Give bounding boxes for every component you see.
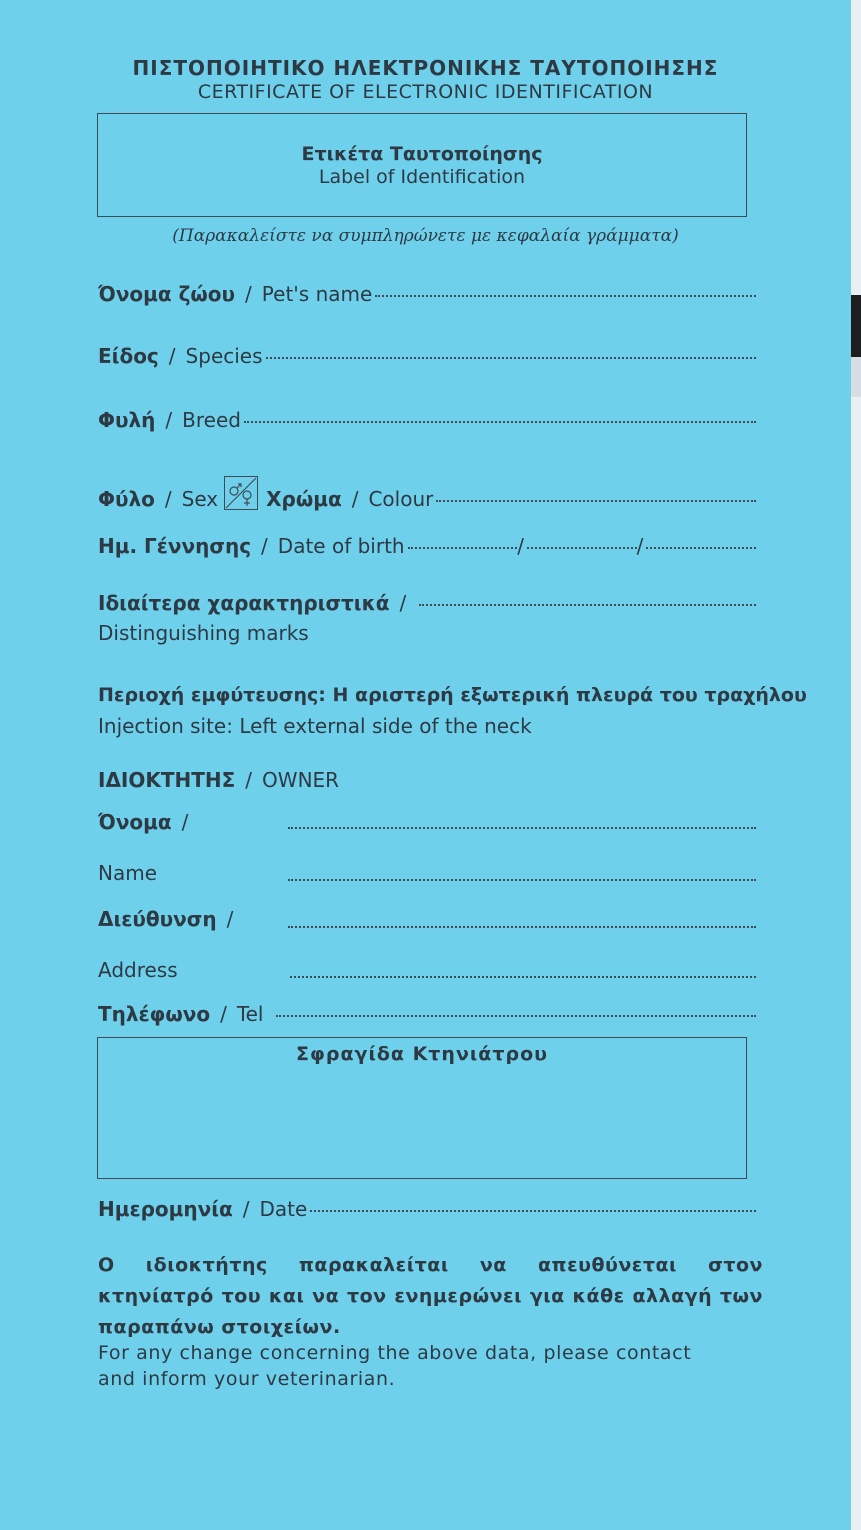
dob-separator: / bbox=[517, 534, 524, 558]
dob-year-field[interactable] bbox=[646, 546, 756, 549]
sex-label-greek: Φύλο bbox=[98, 487, 155, 511]
species-field[interactable] bbox=[266, 356, 756, 359]
pet-name-label-greek: Όνομα ζώου bbox=[98, 282, 236, 306]
slash-separator: / bbox=[220, 1002, 227, 1026]
owner-heading-english: OWNER bbox=[262, 768, 340, 792]
species-label-greek: Είδος bbox=[98, 344, 159, 368]
veterinarian-stamp-title: Σφραγίδα Κτηνιάτρου bbox=[296, 1043, 548, 1065]
sex-checkbox[interactable] bbox=[224, 476, 258, 510]
owner-name-field-2[interactable] bbox=[288, 878, 756, 881]
owner-tel-row bbox=[98, 1002, 756, 1026]
owner-address-label-greek: Διεύθυνση bbox=[98, 907, 217, 931]
owner-name-label-greek: Όνομα bbox=[98, 810, 172, 834]
dob-month-field[interactable] bbox=[527, 546, 637, 549]
owner-address-label-english: Address bbox=[98, 958, 178, 982]
species-label-english: Species bbox=[185, 344, 263, 368]
injection-site-greek: Περιοχή εμφύτευσης: Η αριστερή εξωτερική πλευρά του τραχήλου bbox=[98, 684, 807, 706]
date-field[interactable] bbox=[310, 1209, 756, 1212]
owner-tel-field[interactable] bbox=[276, 1014, 757, 1017]
capital-letters-instruction: (Παρακαλείστε να συμπληρώνετε με κεφαλαία γράμματα) bbox=[172, 226, 679, 246]
owner-notice-greek: Ο ιδιοκτήτης παρακαλείται να απευθύνεται στον κτηνίατρό του και να τον ενημερώνει για κάθε αλλαγή των παραπάνω στοιχείων. bbox=[98, 1254, 763, 1338]
owner-address-row bbox=[98, 907, 243, 931]
dob-separator: / bbox=[636, 534, 644, 558]
slash-separator: / bbox=[399, 591, 407, 615]
scan-edge-dark bbox=[851, 295, 861, 357]
marks-label-english: Distinguishing marks bbox=[98, 621, 309, 645]
owner-notice-english: For any change concerning the above data, please contact and inform your veterinarian. bbox=[98, 1342, 692, 1390]
owner-tel-label-english: Tel bbox=[236, 1002, 264, 1026]
date-label-greek: Ημερομηνία bbox=[98, 1197, 233, 1221]
owner-heading-greek: ΙΔΙΟΚΤΗΤΗΣ bbox=[98, 768, 236, 792]
certificate-title-greek: ΠΙΣΤΟΠΟΙΗΤΙΚΟ ΗΛΕΚΤΡΟΝΙΚΗΣ ΤΑΥΤΟΠΟΙΗΣΗΣ bbox=[132, 56, 719, 80]
injection-site-english: Injection site: Left external side of the neck bbox=[98, 714, 532, 738]
breed-field[interactable] bbox=[244, 420, 756, 423]
distinguishing-marks-field[interactable] bbox=[419, 603, 756, 606]
date-of-birth-row bbox=[98, 534, 756, 558]
slash-separator: / bbox=[351, 487, 359, 511]
owner-tel-label-greek: Τηλέφωνο bbox=[98, 1002, 211, 1026]
dob-label-english: Date of birth bbox=[277, 534, 405, 558]
male-female-icon bbox=[225, 477, 257, 509]
colour-field[interactable] bbox=[436, 499, 756, 502]
colour-label-greek: Χρώμα bbox=[266, 487, 342, 511]
slash-separator: / bbox=[168, 344, 176, 368]
sex-colour-row bbox=[98, 472, 756, 511]
pet-name-field[interactable] bbox=[375, 294, 756, 297]
slash-separator: / bbox=[261, 534, 268, 558]
species-row bbox=[98, 344, 756, 368]
slash-separator: / bbox=[242, 1197, 250, 1221]
owner-address-field-2[interactable] bbox=[290, 975, 756, 978]
breed-label-english: Breed bbox=[182, 408, 241, 432]
owner-heading bbox=[98, 768, 756, 792]
dob-label-greek: Ημ. Γέννησης bbox=[98, 534, 252, 558]
owner-name-label-english: Name bbox=[98, 861, 158, 885]
certificate-title-english: CERTIFICATE OF ELECTRONIC IDENTIFICATION bbox=[197, 81, 654, 103]
slash-separator: / bbox=[164, 487, 172, 511]
slash-separator: / bbox=[181, 810, 189, 834]
owner-name-row bbox=[98, 810, 198, 834]
slash-separator: / bbox=[165, 408, 173, 432]
label-box-title-greek: Ετικέτα Ταυτοποίησης bbox=[301, 143, 543, 165]
scan-edge-light bbox=[851, 357, 861, 397]
identification-label-box[interactable] bbox=[97, 113, 747, 217]
slash-separator: / bbox=[245, 768, 253, 792]
owner-name-field-1[interactable] bbox=[288, 826, 756, 829]
owner-address-field-1[interactable] bbox=[288, 925, 756, 928]
label-box-title-english: Label of Identification bbox=[318, 166, 526, 188]
sex-label-english: Sex bbox=[181, 487, 219, 511]
slash-separator: / bbox=[245, 282, 252, 306]
pet-name-label-english: Pet's name bbox=[261, 282, 373, 306]
date-label-english: Date bbox=[259, 1197, 308, 1221]
dob-day-field[interactable] bbox=[408, 546, 518, 549]
slash-separator: / bbox=[226, 907, 234, 931]
date-row bbox=[98, 1197, 756, 1221]
breed-label-greek: Φυλή bbox=[98, 408, 156, 432]
colour-label-english: Colour bbox=[368, 487, 434, 511]
distinguishing-marks-row bbox=[98, 591, 756, 615]
breed-row bbox=[98, 408, 756, 432]
marks-label-greek: Ιδιαίτερα χαρακτηριστικά bbox=[98, 591, 390, 615]
pet-name-row bbox=[98, 282, 756, 306]
